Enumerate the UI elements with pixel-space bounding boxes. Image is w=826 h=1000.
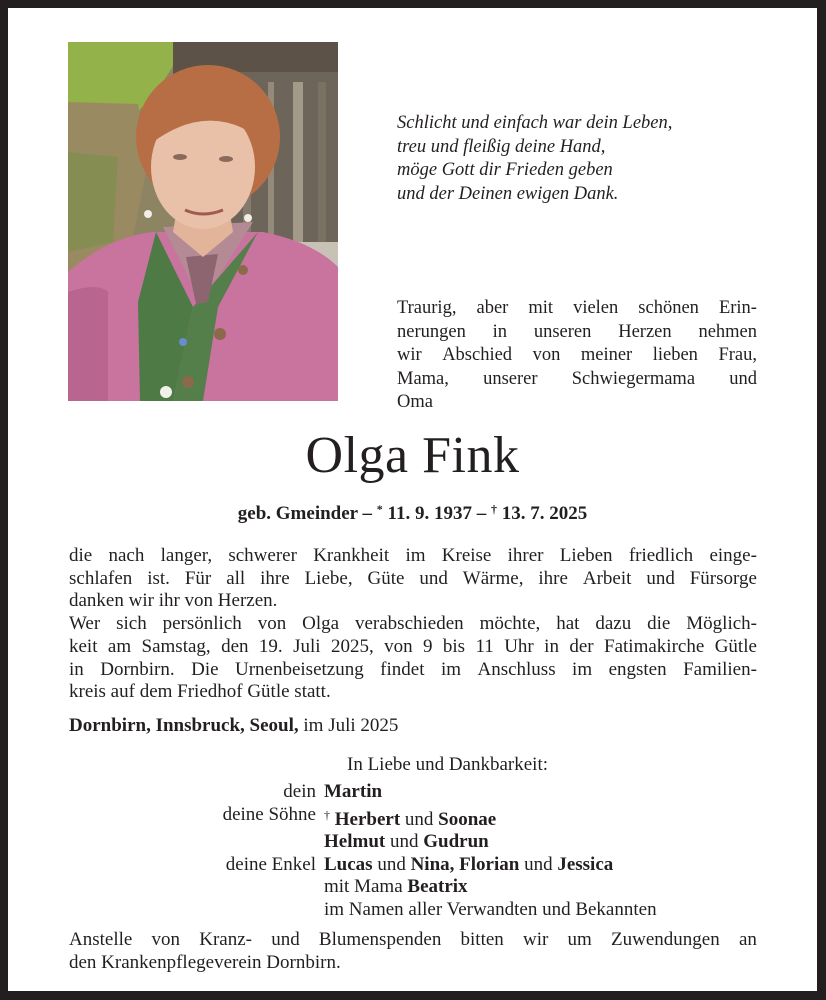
family-member-name: Beatrix <box>407 876 468 898</box>
memorial-poem <box>397 112 797 206</box>
word: Fürsorge <box>689 567 757 589</box>
family-row <box>8 876 817 899</box>
word: Traurig, <box>397 298 457 318</box>
word: von <box>151 929 181 950</box>
word: Kreise <box>441 545 492 566</box>
relation-label <box>8 899 324 922</box>
connector-text: im Namen aller Verwandten und Bekannten <box>324 898 657 920</box>
word: von <box>257 613 287 635</box>
word: Blumenspenden <box>318 929 442 950</box>
word: schwerer <box>228 545 297 566</box>
word: friedlich <box>628 545 694 566</box>
word: langer, <box>160 545 213 566</box>
word: ist. <box>147 567 170 589</box>
poem-line: treu und fleißig deine Hand, <box>397 136 606 157</box>
body-line <box>69 590 757 613</box>
word: Anstelle <box>69 929 133 950</box>
birth-date: 11. 9. 1937 – <box>382 503 491 524</box>
body-line <box>69 659 757 682</box>
maiden-name: geb. Gmeinder – <box>237 503 377 524</box>
word: Anschluss <box>477 658 556 680</box>
intro-paragraph <box>397 297 757 415</box>
word: im <box>405 545 426 566</box>
connector-text: mit Mama <box>324 876 408 898</box>
word: schönen <box>638 298 699 318</box>
word: Familien- <box>683 658 757 680</box>
word: Oma <box>397 392 433 412</box>
word: den <box>221 635 249 657</box>
family-member-name: Nina, Florian <box>410 853 520 875</box>
word: Juli <box>293 635 321 657</box>
word: bis <box>442 635 466 657</box>
word: nach <box>108 545 145 566</box>
word: wir <box>523 929 549 950</box>
family-names <box>324 804 496 832</box>
word: Arbeit <box>582 567 632 589</box>
word: den Krankenpflegeverein Dornbirn. <box>69 952 341 973</box>
word: kreis auf dem Friedhof Gütle statt. <box>69 681 331 703</box>
word: engsten <box>608 658 667 680</box>
word: Wer <box>69 613 101 635</box>
family-member-name: Jessica <box>557 853 614 875</box>
footer-line <box>69 928 757 951</box>
word: Kranz- <box>199 929 252 950</box>
word: bitten <box>460 929 504 950</box>
word: und <box>419 567 448 589</box>
family-row <box>8 781 817 804</box>
family-names <box>324 781 382 804</box>
body-line <box>69 568 757 591</box>
connector-text: und <box>372 853 411 875</box>
word: vielen <box>573 298 619 318</box>
family-member-name: Herbert <box>330 808 401 830</box>
family-member-name: Soonae <box>438 808 497 830</box>
word: die <box>647 613 671 635</box>
death-date: 13. 7. 2025 <box>496 503 588 524</box>
places: Dornbirn, Innsbruck, Seoul, <box>69 715 299 736</box>
body-line <box>69 681 757 704</box>
life-dates <box>8 497 817 526</box>
death-cross-icon: † <box>324 807 330 822</box>
word: von <box>532 345 561 365</box>
family-row <box>8 899 817 922</box>
place-date-line <box>69 714 398 738</box>
body-text <box>69 545 757 704</box>
word: schlafen <box>69 567 133 589</box>
word: im <box>572 658 593 680</box>
obituary-page <box>8 8 817 991</box>
word: persönlich <box>162 613 242 635</box>
family-names <box>324 831 489 854</box>
family-member-name: Helmut <box>324 831 386 853</box>
word: Gütle <box>714 635 757 657</box>
family-list <box>8 781 817 922</box>
family-names <box>324 876 468 899</box>
word: Samstag, <box>141 635 211 657</box>
word: Möglich- <box>686 613 757 635</box>
word: Dornbirn. <box>100 658 175 680</box>
word: unserer <box>483 368 538 389</box>
family-member-name: Gudrun <box>423 831 489 853</box>
connector-text: und <box>385 831 424 853</box>
word: möchte, <box>479 613 541 635</box>
word: wir <box>397 345 422 365</box>
word: 11 <box>475 635 494 657</box>
intro-line <box>397 368 757 392</box>
word: Fatimakirche <box>604 635 705 657</box>
word: Wärme, <box>462 567 524 589</box>
word: ihrer <box>507 545 544 566</box>
word: von <box>384 635 413 657</box>
word: hat <box>556 613 580 635</box>
relation-label <box>8 876 324 899</box>
relation-label <box>8 831 324 854</box>
word: meiner <box>580 345 633 365</box>
word: Güte <box>367 567 405 589</box>
word: an <box>738 929 757 950</box>
word: Schwiegermama <box>571 368 696 389</box>
word: aber <box>476 298 509 318</box>
intro-line <box>397 344 757 368</box>
family-row <box>8 831 817 854</box>
birth-star-icon: * <box>376 502 383 516</box>
body-line <box>69 613 757 636</box>
thanks-line: In Liebe und Dankbarkeit: <box>347 754 549 775</box>
family-names <box>324 854 613 877</box>
poem-line: und der Deinen ewigen Dank. <box>397 183 619 204</box>
poem-line: Schlicht und einfach war dein Leben, <box>397 113 673 133</box>
word: keit <box>69 635 98 657</box>
word: findet <box>380 658 425 680</box>
word: Lieben <box>559 545 613 566</box>
body-line <box>69 636 757 659</box>
word: in <box>492 321 508 342</box>
relation-label: deine Enkel <box>225 853 316 875</box>
word: nerungen <box>397 321 466 342</box>
word: ihre <box>260 567 290 589</box>
word: einge- <box>709 545 757 566</box>
word: Krankheit <box>313 545 390 566</box>
word: Uhr <box>504 635 534 657</box>
word: und <box>646 567 675 589</box>
word: Frau, <box>718 345 757 365</box>
word: mit <box>528 298 554 318</box>
connector-text: und <box>400 808 439 830</box>
donation-note <box>69 928 757 974</box>
family-row <box>8 804 817 832</box>
notice-date: im Juli 2025 <box>298 715 399 736</box>
word: dazu <box>595 613 632 635</box>
word: um <box>567 929 592 950</box>
intro-line <box>397 391 757 415</box>
family-member-name: Lucas <box>324 853 373 875</box>
word: verabschieden <box>354 613 464 635</box>
word: Urnenbeisetzung <box>234 658 364 680</box>
intro-line <box>397 297 757 321</box>
word: 2025, <box>330 635 374 657</box>
word: und <box>729 368 757 389</box>
word: der <box>569 635 594 657</box>
death-cross-icon: † <box>490 502 497 516</box>
word: danken wir ihr von Herzen. <box>69 590 278 612</box>
deceased-name: Olga Fink <box>305 427 520 484</box>
word: Die <box>191 658 219 680</box>
word: Abschied <box>442 345 513 365</box>
word: Erin- <box>718 298 757 318</box>
connector-text: und <box>519 853 558 875</box>
word: im <box>440 658 462 680</box>
footer-line <box>69 951 757 974</box>
word: und <box>271 929 300 950</box>
word: Für <box>184 567 212 589</box>
body-line <box>69 545 757 568</box>
word: in <box>69 658 84 680</box>
word: 19. <box>258 635 283 657</box>
family-row <box>8 854 817 877</box>
portrait-photo <box>68 42 338 401</box>
word: sich <box>116 613 147 635</box>
word: Liebe, <box>304 567 353 589</box>
word: all <box>226 567 246 589</box>
word: Mama, <box>397 368 449 389</box>
word: ihre <box>538 567 568 589</box>
word: nehmen <box>698 321 757 342</box>
relation-label: deine Söhne <box>222 803 316 825</box>
word: Olga <box>302 613 340 635</box>
family-names <box>324 899 657 922</box>
word: Zuwendungen <box>611 929 720 950</box>
family-member-name: Martin <box>324 781 383 802</box>
word: am <box>107 635 132 657</box>
word: lieben <box>652 345 698 365</box>
intro-line <box>397 321 757 345</box>
word: in <box>544 635 559 657</box>
relation-label: dein <box>283 781 316 802</box>
word: Herzen <box>618 321 672 342</box>
word: unseren <box>533 321 592 342</box>
word: die <box>69 545 93 566</box>
poem-line: möge Gott dir Frieden geben <box>397 160 613 180</box>
word: 9 <box>423 635 433 657</box>
